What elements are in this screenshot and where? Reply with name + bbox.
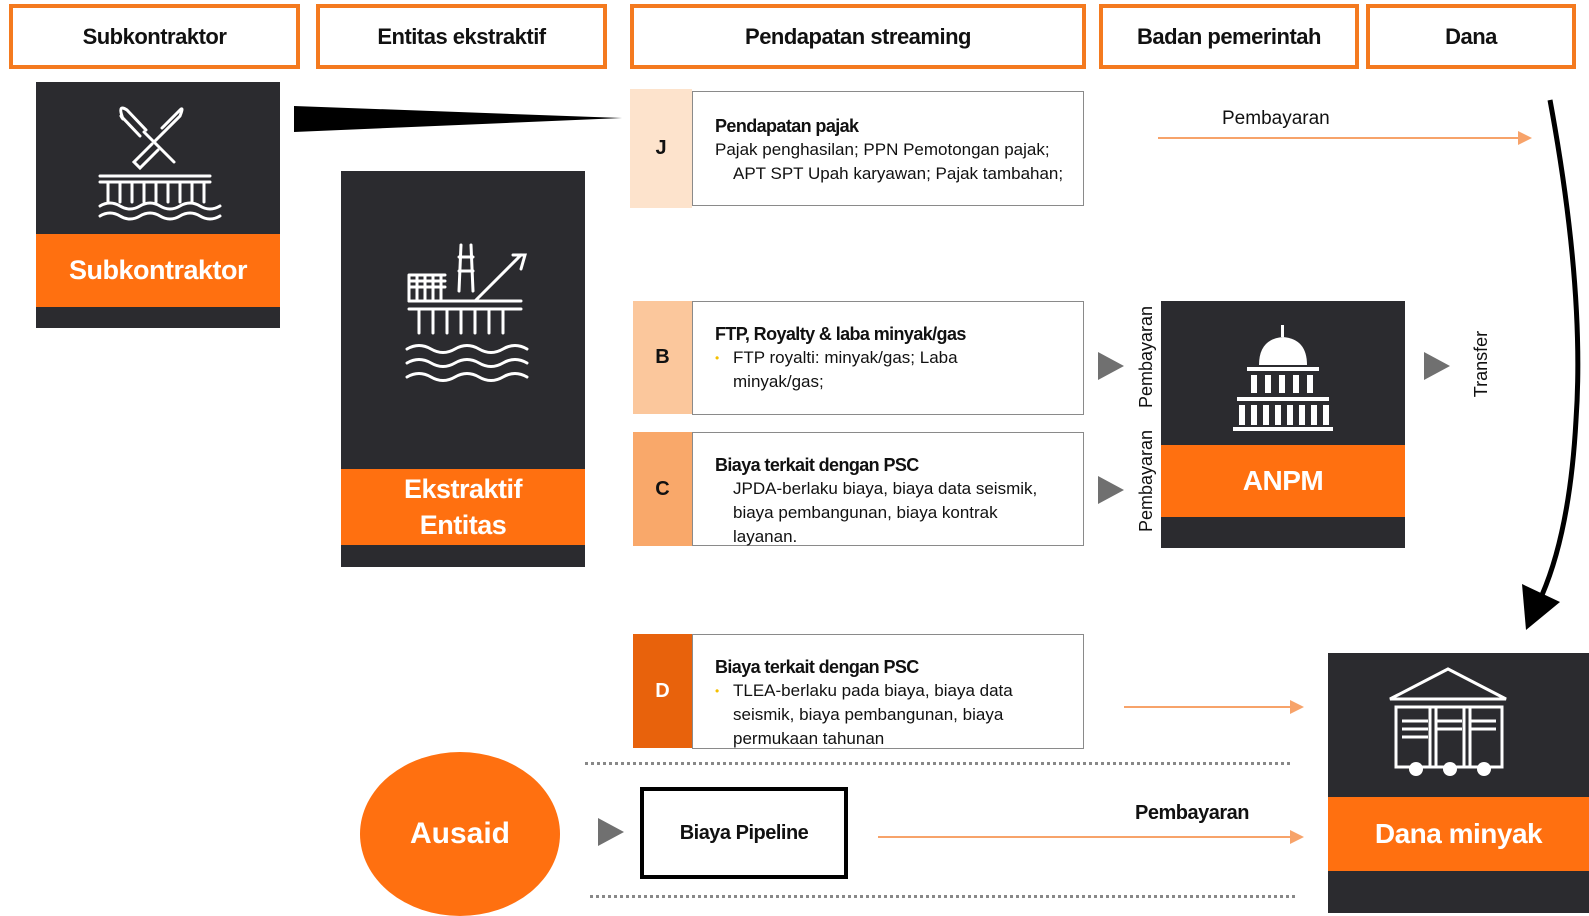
stream-line: APT SPT Upah karyawan; Pajak tambahan; <box>733 164 1064 183</box>
stream-line: biaya pembangunan, biaya kontrak <box>733 503 998 522</box>
header-subkontraktor: Subkontraktor <box>9 4 300 69</box>
pembayaran-label-c: Pembayaran <box>1136 429 1156 532</box>
stream-title-j: Pendapatan pajak <box>715 116 859 136</box>
stream-line: layanan. <box>733 527 798 546</box>
pembayaran-label-j: Pembayaran <box>1222 108 1330 129</box>
government-building-icon <box>1227 323 1339 431</box>
stream-box-b <box>692 301 1084 415</box>
dana-minyak-label: Dana minyak <box>1328 797 1589 871</box>
stream-tag-b: B <box>633 301 692 414</box>
pipeline-box: Biaya Pipeline <box>640 787 848 879</box>
dotted-divider-bottom <box>590 895 1295 898</box>
stream-line: seismik, biaya pembangunan, biaya <box>733 705 1004 724</box>
stream-box-d <box>692 634 1084 749</box>
stream-box-j <box>692 91 1084 206</box>
stream-line: • TLEA-berlaku pada biaya, biaya data <box>715 679 1069 703</box>
tools-icon <box>94 98 224 226</box>
anpm-label: ANPM <box>1161 445 1405 517</box>
anpm-card <box>1161 301 1405 548</box>
stream-tag-j: J <box>630 89 692 208</box>
arrow-j-to-dana <box>1156 128 1536 148</box>
subkontraktor-label: Subkontraktor <box>36 234 280 307</box>
stream-line: • FTP royalti: minyak/gas; Laba <box>715 346 1069 370</box>
arrow-d-to-dana <box>1122 697 1308 717</box>
header-badan-pemerintah: Badan pemerintah <box>1099 4 1359 69</box>
curved-arrow-to-dana <box>1500 90 1589 635</box>
header-dana: Dana <box>1366 4 1576 69</box>
pembayaran-label-b: Pembayaran <box>1136 305 1156 408</box>
dotted-divider-top <box>585 762 1290 765</box>
stream-line: minyak/gas; <box>733 372 824 391</box>
ausaid-circle: Ausaid <box>360 752 560 916</box>
arrow-ausaid-to-pipeline <box>598 818 624 846</box>
pembayaran-label-pipeline: Pembayaran <box>1135 802 1249 824</box>
ekstraktif-label: Ekstraktif Entitas <box>341 469 585 545</box>
stream-title-b: FTP, Royalty & laba minyak/gas <box>715 324 966 344</box>
stream-title-c: Biaya terkait dengan PSC <box>715 455 919 475</box>
stream-line: JPDA-berlaku biaya, biaya data seismik, <box>733 479 1038 498</box>
transfer-label: Transfer <box>1471 330 1491 398</box>
arrow-pipeline-to-dana <box>876 827 1308 847</box>
fund-documents-icon <box>1384 665 1512 781</box>
stream-tag-d: D <box>633 634 692 748</box>
header-entitas-ekstraktif: Entitas ekstraktif <box>316 4 607 69</box>
stream-line: permukaan tahunan <box>733 729 885 748</box>
funnel-arrow <box>290 100 630 140</box>
subkontraktor-card <box>36 82 280 328</box>
stream-box-c <box>692 432 1084 546</box>
header-pendapatan-streaming: Pendapatan streaming <box>630 4 1086 69</box>
stream-tag-c: C <box>633 432 692 546</box>
stream-title-d: Biaya terkait dengan PSC <box>715 657 919 677</box>
oil-rig-icon <box>405 241 529 391</box>
dana-minyak-card <box>1328 653 1589 913</box>
stream-line: Pajak penghasilan; PPN Pemotongan pajak; <box>715 140 1050 159</box>
ekstraktif-card <box>341 171 585 567</box>
